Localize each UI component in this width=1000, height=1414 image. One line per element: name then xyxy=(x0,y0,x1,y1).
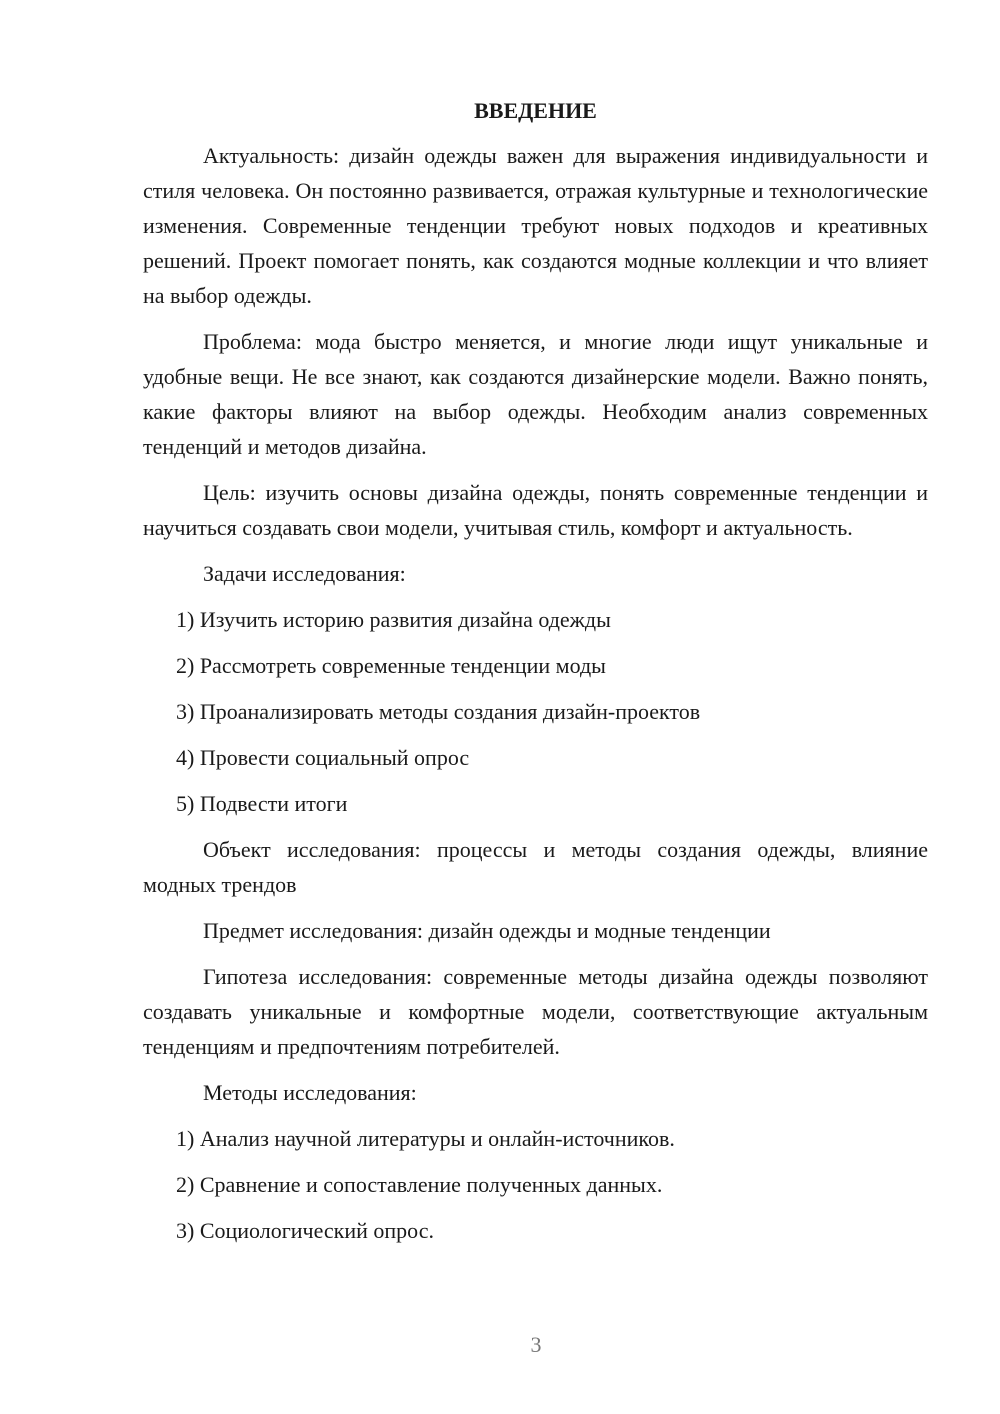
methods-heading: Методы исследования: xyxy=(203,1080,417,1105)
page-content xyxy=(143,93,928,1259)
subject-paragraph: Предмет исследования: дизайн одежды и модные тенденции xyxy=(203,918,771,943)
method-item-2: 2) Сравнение и сопоставление полученных данных. xyxy=(176,1172,663,1197)
goal-paragraph: Цель: изучить основы дизайна одежды, понять современные тенденции и научиться создавать свои модели, учитывая стиль, комфорт и актуальность. xyxy=(143,480,928,540)
task-item-4: 4) Провести социальный опрос xyxy=(176,745,470,770)
page-number: 3 xyxy=(530,1332,542,1357)
task-item-1: 1) Изучить историю развития дизайна одежды xyxy=(176,607,611,632)
task-item-3: 3) Проанализировать методы создания дизайн-проектов xyxy=(176,699,701,724)
object-paragraph: Объект исследования: процессы и методы создания одежды, влияние модных трендов xyxy=(143,837,928,897)
problem-paragraph: Проблема: мода быстро меняется, и многие люди ищут уникальные и удобные вещи. Не все знают, как создаются дизайнерские модели. Важно понять, какие факторы влияют на выбор одежды. Необходим анализ современных тенденций и методов дизайна. xyxy=(143,329,928,459)
method-item-3: 3) Социологический опрос. xyxy=(176,1218,434,1243)
section-title: ВВЕДЕНИЕ xyxy=(474,98,597,123)
task-item-5: 5) Подвести итоги xyxy=(176,791,348,816)
method-item-1: 1) Анализ научной литературы и онлайн-источников. xyxy=(176,1126,675,1151)
tasks-heading: Задачи исследования: xyxy=(203,561,406,586)
relevance-paragraph: Актуальность: дизайн одежды важен для выражения индивидуальности и стиля человека. Он постоянно развивается, отражая культурные и технологические изменения. Современные тенденции требуют новых подходов и креативных решений. Проект помогает понять, как создаются модные коллекции и что влияет на выбор одежды. xyxy=(143,143,928,308)
hypothesis-paragraph: Гипотеза исследования: современные методы дизайна одежды позволяют создавать уникальные и комфортные модели, соответствующие актуальным тенденциям и предпочтениям потребителей. xyxy=(143,964,928,1059)
task-item-2: 2) Рассмотреть современные тенденции моды xyxy=(176,653,606,678)
